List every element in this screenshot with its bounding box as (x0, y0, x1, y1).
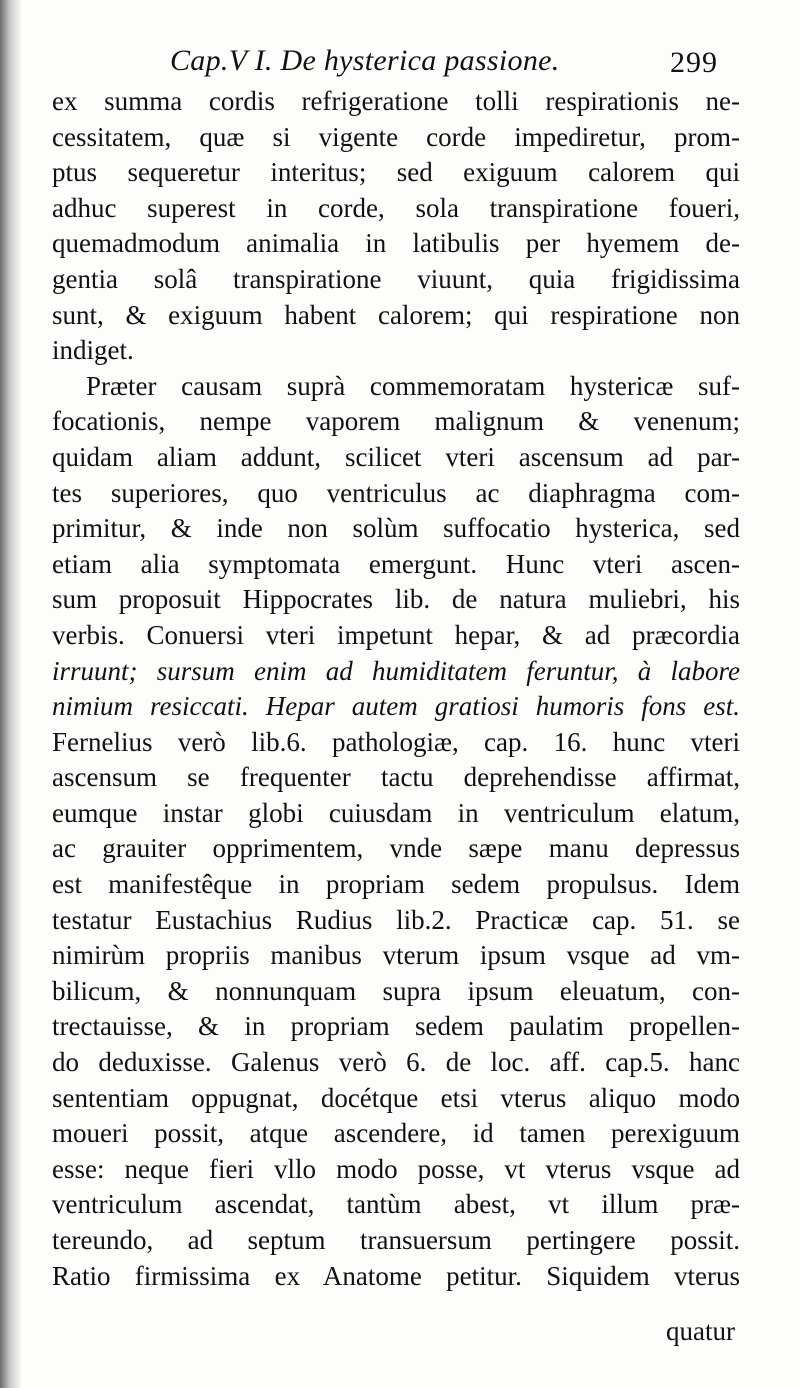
text-line: do deduxisse. Galenus verò 6. de loc. aff. cap.5. hanc (52, 1047, 740, 1078)
text-line: testatur Eustachius Rudius lib.2. Practicæ cap. 51. se (52, 904, 740, 935)
catchword: quatur (666, 1316, 735, 1346)
text-line: ventriculum ascendat, tantùm abest, vt illum præ- (52, 1189, 740, 1220)
text-line: ascensum se frequenter tactu deprehendisse affirmat, (52, 762, 740, 793)
body-text (52, 84, 740, 1294)
paragraph-start-line: Præter causam suprà commemoratam hystericæ suf- (86, 370, 740, 401)
running-head (0, 44, 800, 84)
text-line: Ratio firmissima ex Anatome petitur. Siquidem vterus (52, 1260, 740, 1291)
text-line: moueri possit, atque ascendere, id tamen perexiguum (52, 1118, 740, 1149)
text-line: ac grauiter opprimentem, vnde sæpe manu depressus (52, 833, 740, 864)
text-line: etiam alia symptomata emergunt. Hunc vteri ascen- (52, 548, 740, 579)
text-line: sunt, & exiguum habent calorem; qui respiratione non (52, 299, 740, 330)
text-line: ptus sequeretur interitus; sed exiguum calorem qui (52, 157, 740, 188)
text-line: eumque instar globi cuiusdam in ventriculum elatum, (52, 797, 740, 828)
page-number: 299 (670, 46, 718, 79)
text-line: bilicum, & nonnunquam supra ipsum eleuatum, con- (52, 975, 740, 1006)
gutter-shadow (0, 0, 22, 1388)
quotation-line: nimium resiccati. Hepar autem gratiosi humoris fons est. (52, 691, 740, 722)
text-line: nimirùm propriis manibus vterum ipsum vsque ad vm- (52, 940, 740, 971)
text-line: est manifestêque in propriam sedem propulsus. Idem (52, 869, 740, 900)
text-line: Fernelius verò lib.6. pathologiæ, cap. 16. hunc vteri (52, 726, 740, 757)
text-line: primitur, & inde non solùm suffocatio hysterica, sed (52, 513, 740, 544)
running-title: Cap.V I. De hysterica passione. (170, 44, 560, 77)
text-line: tes superiores, quo ventriculus ac diaphragma com- (52, 477, 740, 508)
text-line: cessitatem, quæ si vigente corde impediretur, prom- (52, 121, 740, 152)
text-line: quidam aliam addunt, scilicet vteri ascensum ad par- (52, 441, 740, 472)
text-line: verbis. Conuersi vteri impetunt hepar, & ad præcordia (52, 619, 740, 650)
text-line: focationis, nempe vaporem malignum & venenum; (52, 406, 740, 437)
text-line: indiget. (52, 335, 134, 366)
text-line: adhuc superest in corde, sola transpiratione foueri, (52, 192, 740, 223)
text-line: ex summa cordis refrigeratione tolli respirationis ne- (52, 86, 740, 116)
text-line: quemadmodum animalia in latibulis per hyemem de- (52, 228, 740, 259)
text-line: gentia solâ transpiratione viuunt, quia frigidissima (52, 263, 740, 294)
text-line: tereundo, ad septum transuersum pertingere possit. (52, 1225, 740, 1255)
text-line: esse: neque fieri vllo modo posse, vt vterus vsque ad (52, 1153, 740, 1184)
text-line: trectauisse, & in propriam sedem paulatim propellen- (52, 1011, 740, 1042)
quotation-line: irruunt; sursum enim ad humiditatem feruntur, à labore (52, 655, 740, 686)
text-line: sum proposuit Hippocrates lib. de natura muliebri, his (52, 584, 740, 615)
text-line: sententiam oppugnat, docétque etsi vterus aliquo modo (52, 1082, 740, 1113)
